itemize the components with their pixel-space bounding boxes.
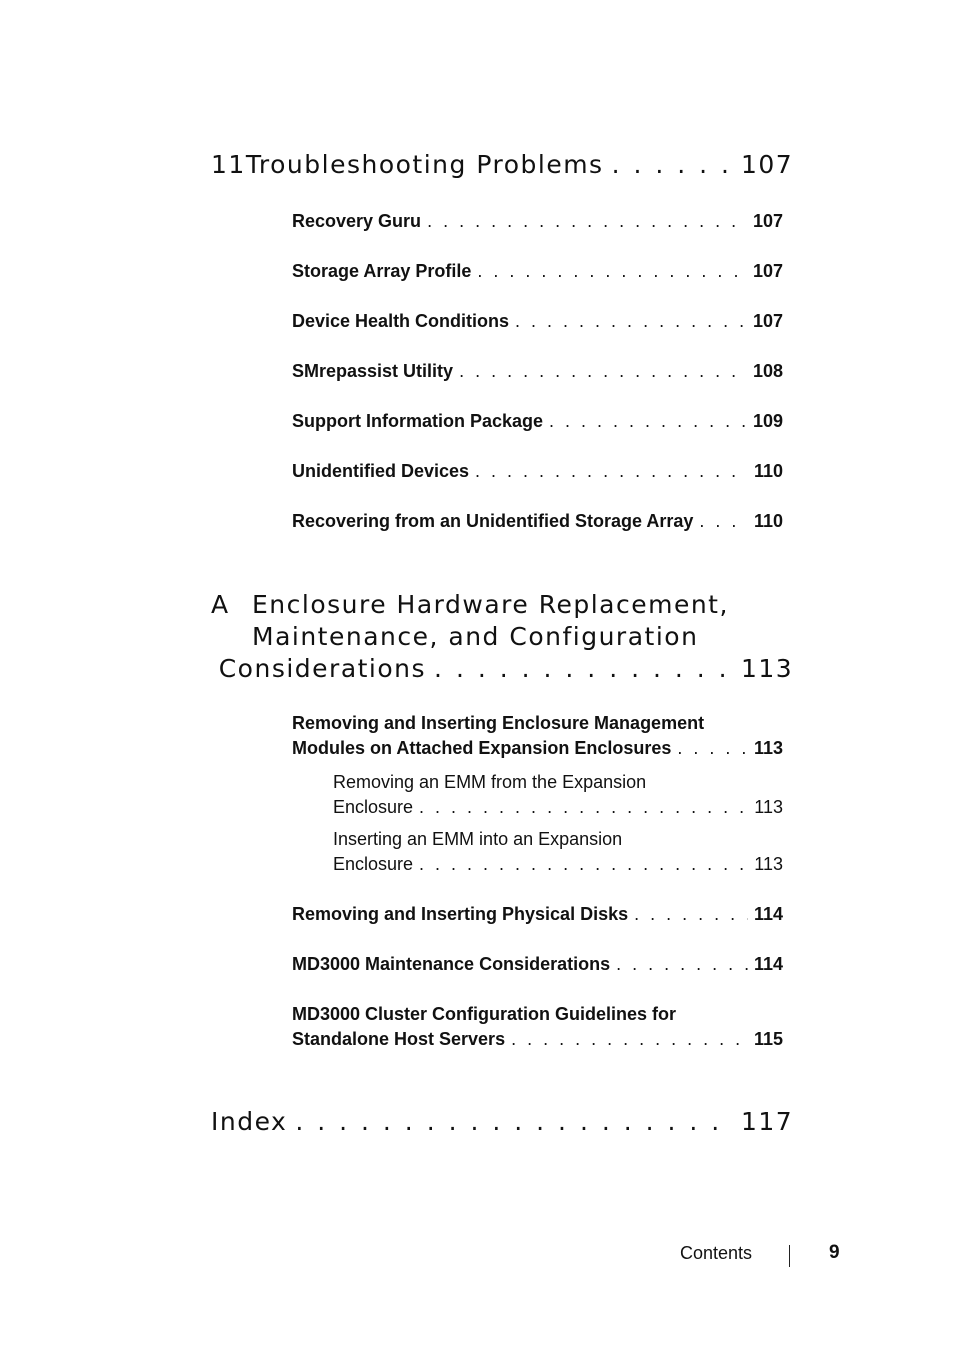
dot-leader xyxy=(634,904,748,925)
dot-leader xyxy=(515,311,747,332)
dot-leader xyxy=(612,150,733,179)
subsection-title-line: Enclosure xyxy=(333,797,414,817)
section-title: Unidentified Devices xyxy=(292,461,470,481)
toc-section[interactable] xyxy=(292,261,783,282)
toc-index[interactable] xyxy=(211,1107,794,1136)
dot-leader xyxy=(699,511,748,532)
toc-section[interactable] xyxy=(292,511,783,532)
section-page: 108 xyxy=(752,361,783,381)
dot-leader xyxy=(427,211,747,232)
dot-leader xyxy=(616,954,748,975)
toc-chapter-a[interactable] xyxy=(211,654,794,683)
footer-divider xyxy=(789,1245,790,1267)
section-title-line[interactable]: Removing and Inserting Enclosure Management xyxy=(292,713,705,733)
toc-section[interactable] xyxy=(292,1029,783,1050)
section-title-line: Modules on Attached Expansion Enclosures xyxy=(292,738,672,758)
chapter-title-line[interactable]: Maintenance, and Configuration xyxy=(252,622,699,651)
dot-leader xyxy=(295,1107,733,1136)
dot-leader xyxy=(419,854,748,875)
toc-section[interactable] xyxy=(292,211,783,232)
section-page: 114 xyxy=(753,954,783,974)
section-title: Support Information Package xyxy=(292,411,544,431)
chapter-number: 11 xyxy=(211,150,246,179)
footer-section-label: Contents xyxy=(680,1243,753,1263)
section-title-line: Standalone Host Servers xyxy=(292,1029,506,1049)
chapter-title-line[interactable]: Enclosure Hardware Replacement, xyxy=(252,590,729,619)
subsection-title-line[interactable]: Inserting an EMM into an Expansion xyxy=(333,829,623,849)
footer-page-number: 9 xyxy=(829,1242,840,1263)
subsection-page: 113 xyxy=(754,797,783,817)
section-page: 110 xyxy=(753,511,783,531)
section-page: 107 xyxy=(752,311,783,331)
chapter-page: 117 xyxy=(741,1107,794,1136)
chapter-page: 107 xyxy=(741,150,794,179)
toc-section[interactable] xyxy=(292,954,783,975)
chapter-page: 113 xyxy=(741,654,794,683)
toc-section[interactable] xyxy=(292,411,783,432)
toc-subsection[interactable] xyxy=(333,854,783,875)
section-page: 107 xyxy=(752,261,783,281)
subsection-title-line: Enclosure xyxy=(333,854,414,874)
dot-leader xyxy=(419,797,748,818)
chapter-title: Troubleshooting Problems xyxy=(245,150,604,179)
toc-section[interactable] xyxy=(292,738,783,759)
dot-leader xyxy=(511,1029,748,1050)
section-title: Recovering from an Unidentified Storage Array xyxy=(292,511,694,531)
toc-section[interactable] xyxy=(292,361,783,382)
toc-section[interactable] xyxy=(292,311,783,332)
dot-leader xyxy=(549,411,747,432)
section-page: 109 xyxy=(752,411,783,431)
toc-chapter-11[interactable] xyxy=(211,150,794,179)
dot-leader xyxy=(677,738,748,759)
toc-subsection[interactable] xyxy=(333,797,783,818)
dot-leader xyxy=(475,461,748,482)
section-page: 110 xyxy=(753,461,783,481)
toc-section[interactable] xyxy=(292,461,783,482)
section-title-line[interactable]: MD3000 Cluster Configuration Guidelines for xyxy=(292,1004,677,1024)
dot-leader xyxy=(477,261,747,282)
section-title: MD3000 Maintenance Considerations xyxy=(292,954,611,974)
chapter-title-line: Considerations xyxy=(218,654,427,683)
section-page: 113 xyxy=(753,738,783,758)
dot-leader xyxy=(434,654,733,683)
section-title: Device Health Conditions xyxy=(292,311,510,331)
dot-leader xyxy=(459,361,747,382)
section-title: Removing and Inserting Physical Disks xyxy=(292,904,629,924)
chapter-number: A xyxy=(211,590,229,619)
chapter-title: Index xyxy=(211,1107,288,1136)
subsection-title-line[interactable]: Removing an EMM from the Expansion xyxy=(333,772,647,792)
section-title: Storage Array Profile xyxy=(292,261,472,281)
section-title: SMrepassist Utility xyxy=(292,361,454,381)
toc-section[interactable] xyxy=(292,904,783,925)
section-page: 114 xyxy=(753,904,783,924)
section-title: Recovery Guru xyxy=(292,211,422,231)
section-page: 115 xyxy=(753,1029,783,1049)
subsection-page: 113 xyxy=(754,854,783,874)
section-page: 107 xyxy=(752,211,783,231)
